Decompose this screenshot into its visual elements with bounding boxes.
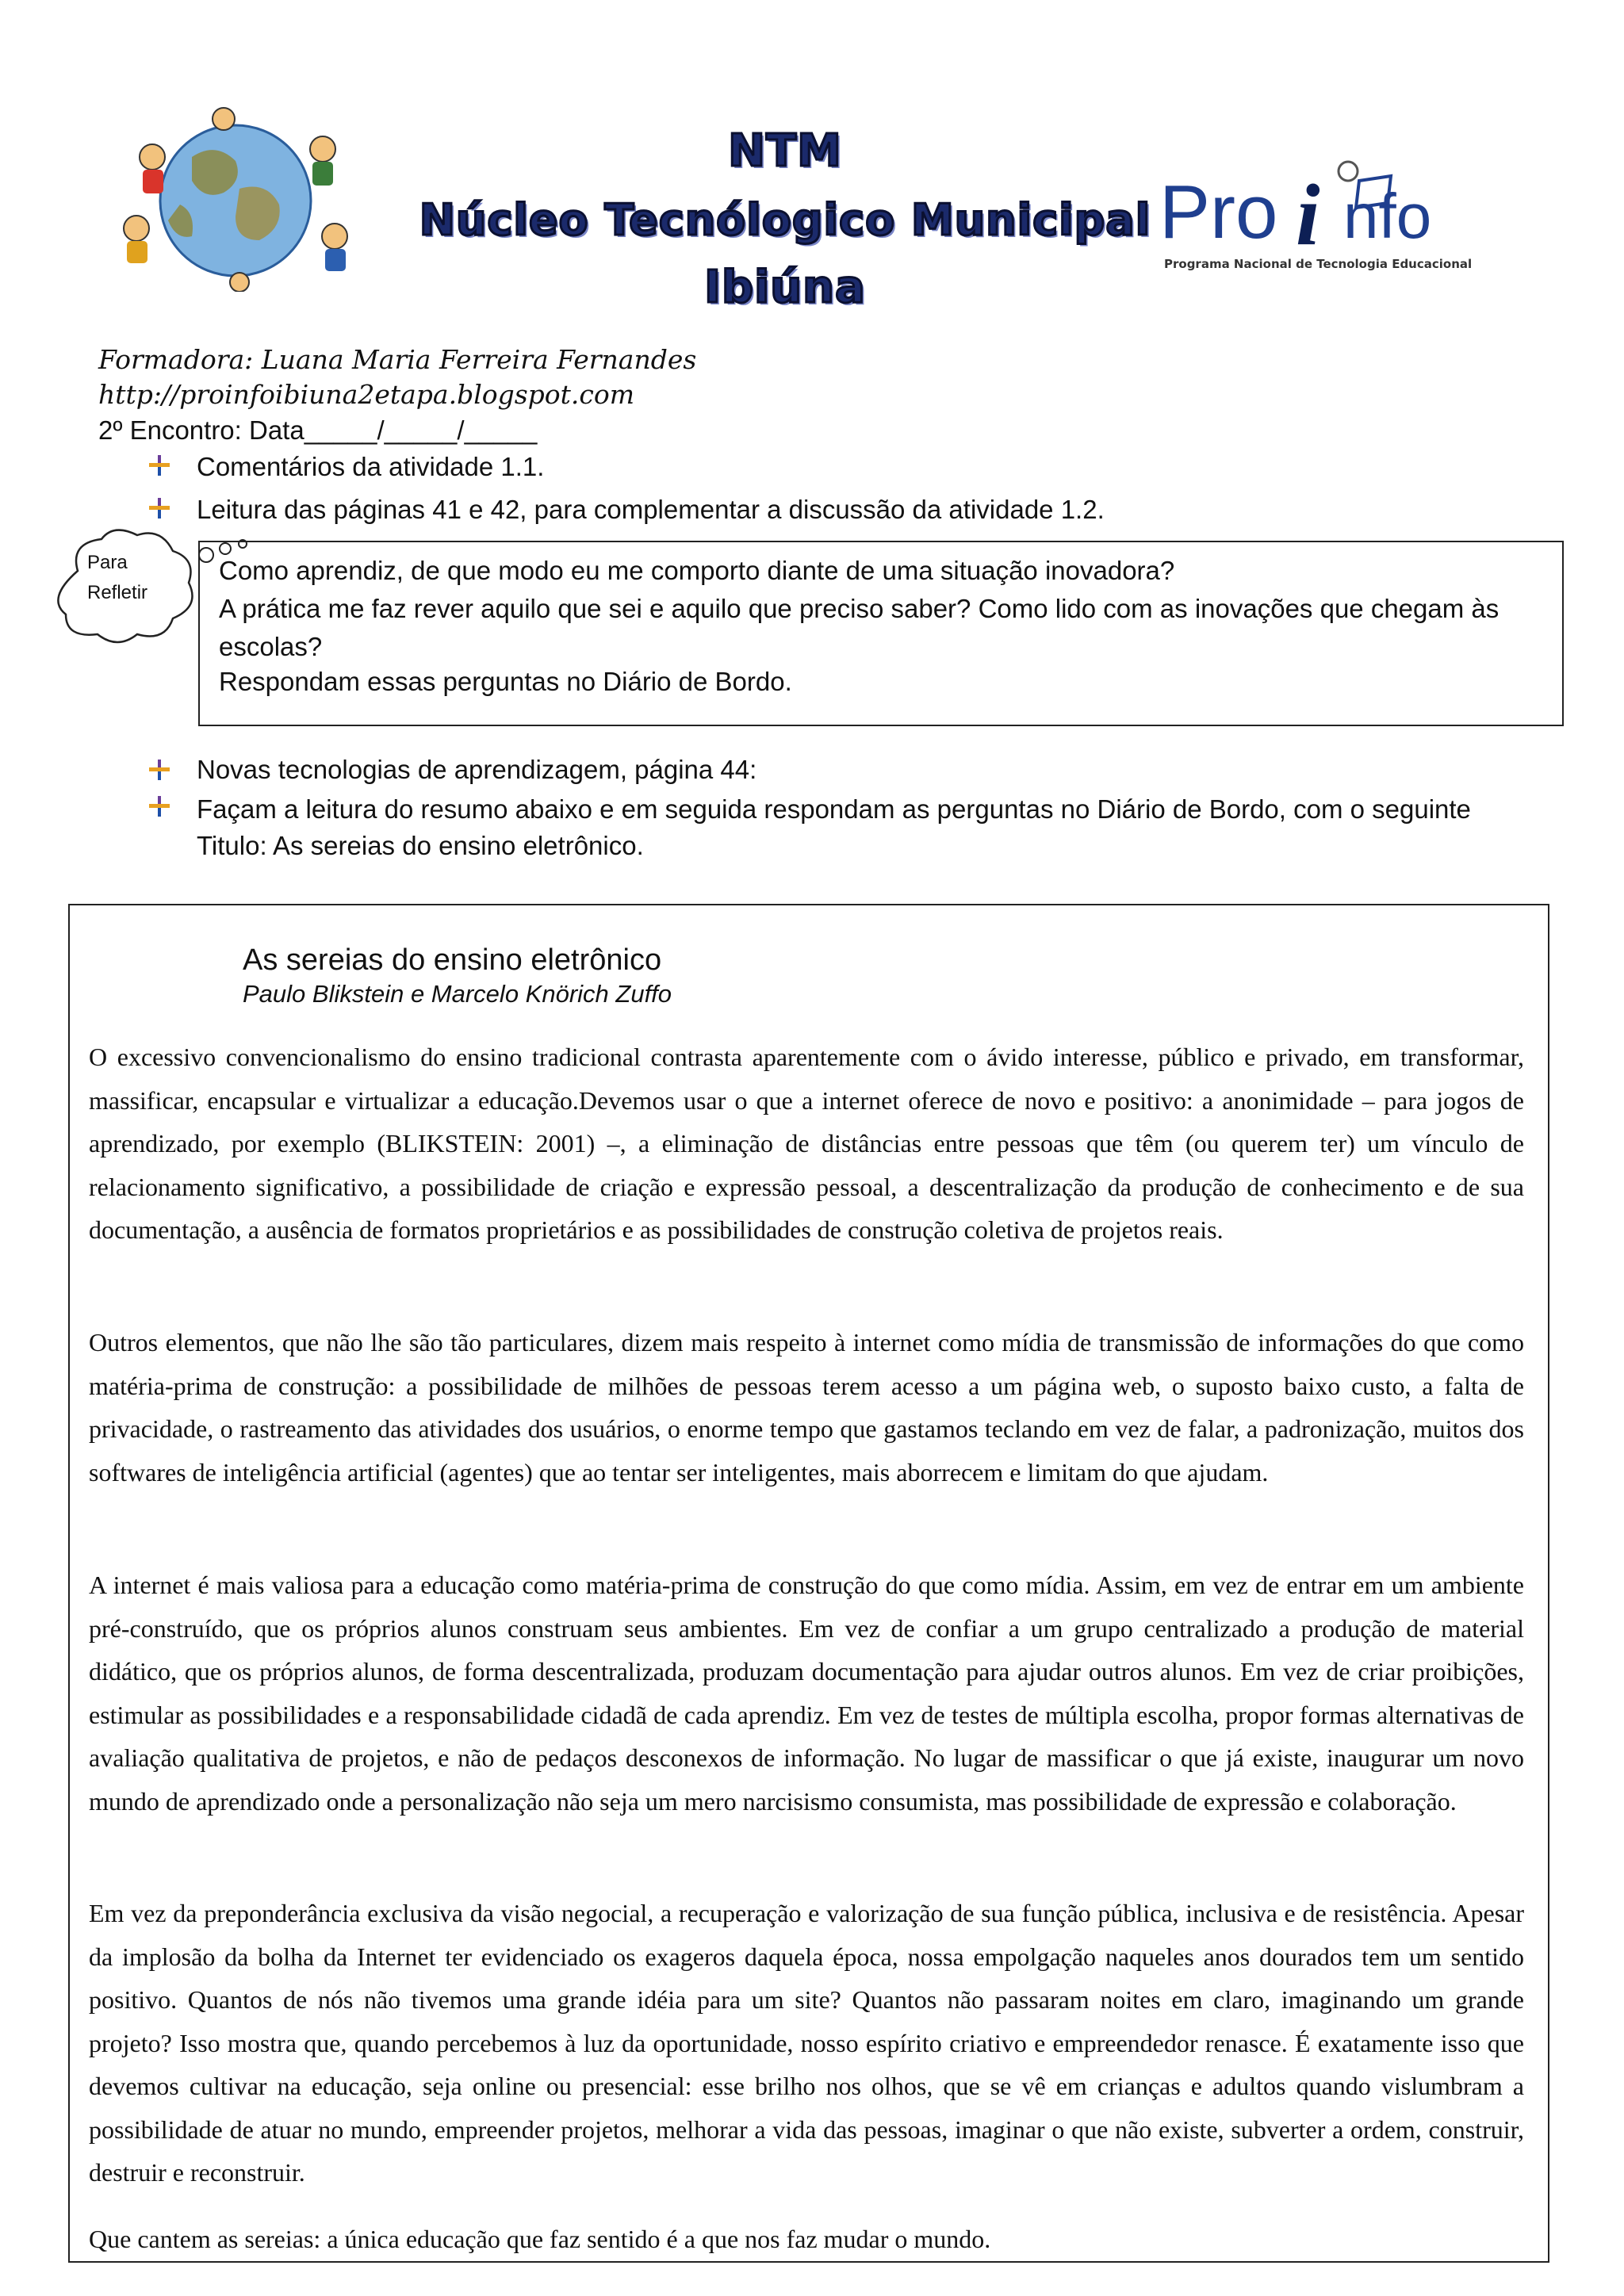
bullet-icon <box>147 496 171 520</box>
header-title-ntm: NTM <box>728 125 842 177</box>
header-title-nucleo: Núcleo Tecnólogico Municipal <box>419 195 1151 245</box>
encontro-date-line: 2º Encontro: Data_____/_____/_____ <box>98 415 538 445</box>
bullet-icon <box>147 758 171 782</box>
agenda-item: Comentários da atividade 1.1. <box>197 452 545 481</box>
proinfo-subtitle: Programa Nacional de Tecnologia Educacional <box>1164 257 1473 271</box>
bullet-icon <box>147 453 171 477</box>
article-paragraph: O excessivo convencionalismo do ensino tradicional contrasta aparentemente com o ávido interesse, público e privado, em transformar, massificar, encapsular e virtualizar a educação.Devemos usar o que a internet oferece de novo e positivo: a anonimidade – para jogos de aprendizado, por exemplo (BLIKSTEIN: 2001) –, a eliminação de distâncias entre pessoas que têm (ou querem ter) um vínculo de relacionamento significativo, a possibilidade de criação e expressão pessoal, a descentralização da produção de conhecimento e de sua documentação, a ausência de formatos proprietários e as possibilidades de construção coletiva de projetos reais. <box>89 1043 1524 1244</box>
reflection-instruction: Respondam essas perguntas no Diário de Bordo. <box>219 667 792 696</box>
globe-children-logo <box>105 101 366 292</box>
reflection-question-2: A prática me faz rever aquilo que sei e aquilo que preciso saber? Como lido com as inovações que chegam às escolas? <box>219 594 1500 661</box>
proinfo-nfo-text: nfo <box>1343 181 1432 251</box>
article-title: As sereias do ensino eletrônico <box>243 943 662 977</box>
article-authors: Paulo Blikstein e Marcelo Knörich Zuffo <box>243 980 672 1008</box>
agenda-item: Leitura das páginas 41 e 42, para complementar a discussão da atividade 1.2. <box>197 495 1105 524</box>
header-title-ibiuna: Ibiúna <box>704 262 866 313</box>
blog-url[interactable]: http://proinfoibiuna2etapa.blogspot.com <box>98 379 635 410</box>
reflection-question-1: Como aprendiz, de que modo eu me comporto diante de uma situação inovadora? <box>219 556 1175 585</box>
task-item: Façam a leitura do resumo abaixo e em seguida respondam as perguntas no Diário de Bordo, com o seguinte Titulo: As sereias do ensino eletrônico. <box>197 794 1471 860</box>
task-item: Novas tecnologias de aprendizagem, página 44: <box>197 755 757 784</box>
bullet-icon <box>147 794 171 818</box>
article-closing-line: Que cantem as sereias: a única educação que faz sentido é a que nos faz mudar o mundo. <box>89 2225 991 2253</box>
article-paragraph: A internet é mais valiosa para a educação como matéria-prima de construção do que como mídia. Assim, em vez de entrar em um ambiente pré-construído, que os próprios alunos construam seus ambientes. Em vez de confiar a um grupo centralizado a produção de material didático, que os próprios alunos, de forma descentralizada, produzam documentação para ajudar outros alunos. Em vez de criar proibições, estimular as possibilidades e a responsabilidade cidadã de cada aprendiz. Em vez de testes de múltipla escolha, propor formas alternativas de avaliação qualitativa de projetos, e não de pedaços desconexos de informação. No lugar de massificar o que já existe, inaugurar um novo mundo de aprendizado onde a personalização não seja um mero narcisismo consumista, mas possibilidade de expressão e colaboração. <box>89 1571 1524 1816</box>
formadora-line: Formadora: Luana Maria Ferreira Fernandes <box>98 344 697 375</box>
article-paragraph: Outros elementos, que não lhe são tão particulares, dizem mais respeito à internet como mídia de transmissão de informações do que como matéria-prima de construção: a possibilidade de milhões de pessoas terem acesso a um página web, o suposto baixo custo, a falta de privacidade, o rastreamento das atividades dos usuários, o enorme tempo que gastamos teclando em vez de falar, a padronização, muitos dos softwares de inteligência artificial (agentes) que ao tentar ser inteligentes, mais aborrecem e limitam do que ajudam. <box>89 1328 1524 1487</box>
cloud-label-refletir: Refletir <box>87 582 148 603</box>
proinfo-i-text: i <box>1296 166 1320 263</box>
cloud-label-para: Para <box>87 552 128 573</box>
proinfo-pro-text: Pro <box>1159 170 1278 254</box>
article-paragraph: Em vez da preponderância exclusiva da visão negocial, a recuperação e valorização de sua função pública, inclusiva e de resistência. Apesar da implosão da bolha da Internet ter evidenciado os exageros daquela época, nossa empolgação naqueles anos dourados tem um sentido positivo. Quantos de nós não tivemos uma grande idéia para um site? Quantos não passaram noites em claro, imaginando um grande projeto? Isso mostra que, quando percebemos à luz da oportunidade, nosso espírito criativo e empreendedor renasce. É exatamente isso que devemos cultivar na educação, seja online ou presencial: esse brilho nos olhos, que se vê em crianças e adultos quando vislumbram a possibilidade de atuar no mundo, empreender projetos, melhorar a vida das pessoas, imaginar o que não existe, subverter a ordem, construir, destruir e reconstruir. <box>89 1899 1524 2187</box>
